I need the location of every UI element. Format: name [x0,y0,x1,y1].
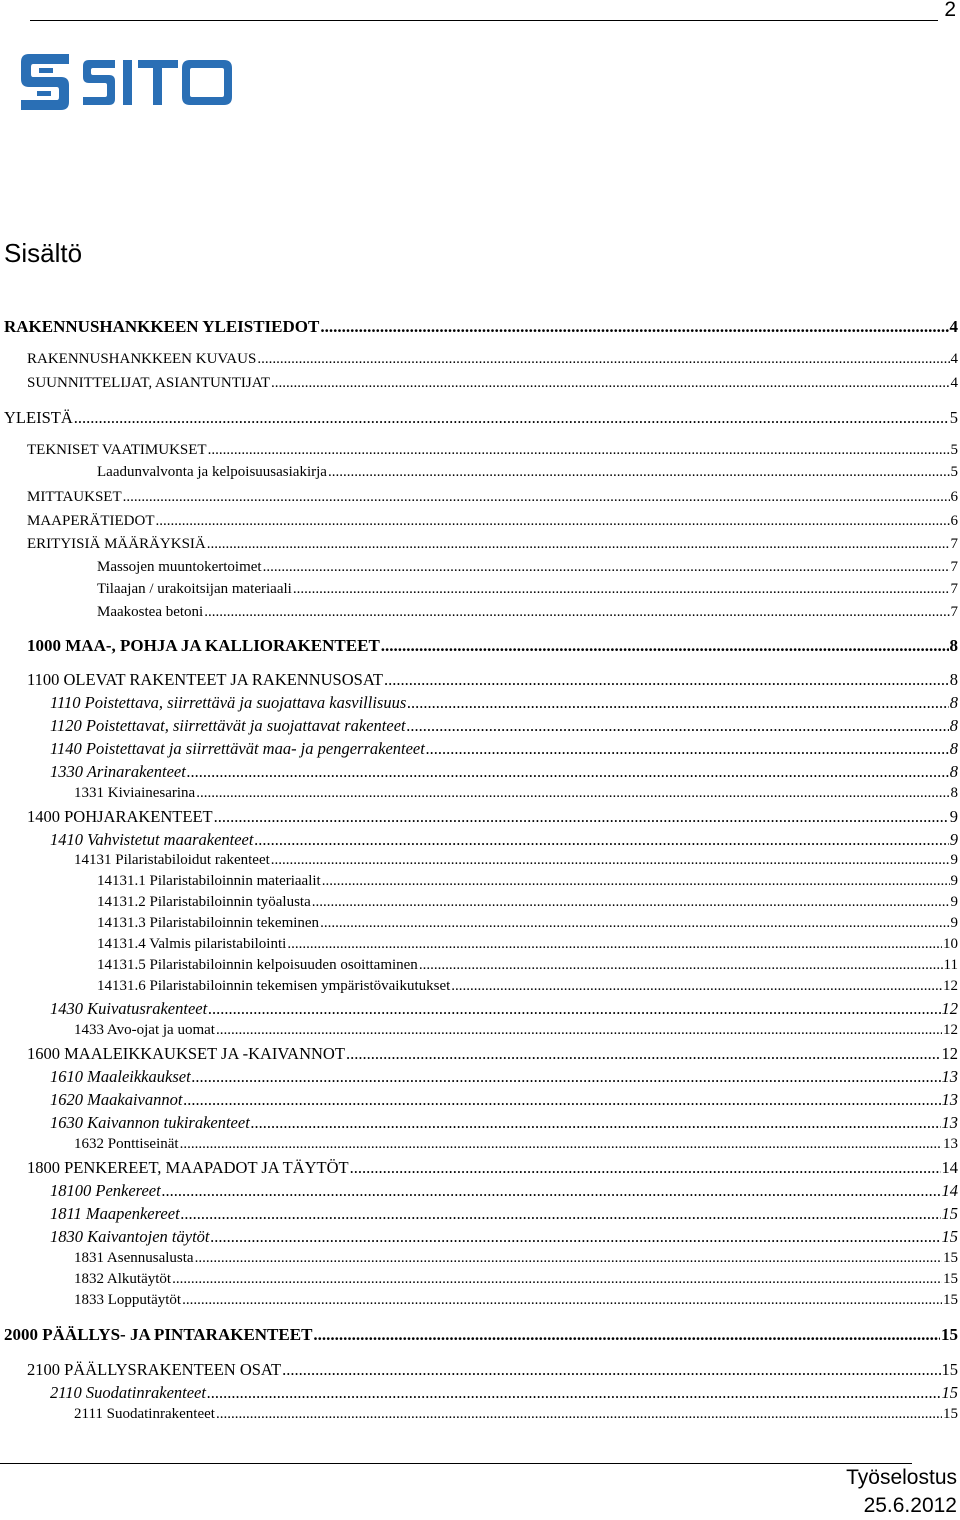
footer-date: 25.6.2012 [863,1494,957,1517]
dot-leader [181,1204,941,1224]
dot-leader [271,852,950,869]
toc-entry-page: 15 [941,1204,958,1223]
toc-entry-page: 14 [941,1158,958,1177]
dot-leader [74,408,949,428]
toc-entry-page: 9 [950,915,958,931]
toc-entry-page: 13 [943,1136,958,1152]
dot-leader [216,1022,942,1039]
dot-leader [451,978,942,995]
toc-entry[interactable] [0,1271,958,1288]
toc-entry[interactable] [0,1090,958,1110]
toc-entry[interactable] [0,351,958,368]
toc-entry-page: 12 [943,1022,958,1038]
toc-entry-page: 4 [949,317,958,336]
toc-entry-label: 14131.5 Pilaristabiloinnin kelpoisuuden osoittaminen [97,957,418,973]
toc-entry-label: 14131.4 Valmis pilaristabilointi [97,936,287,952]
toc-entry[interactable] [0,604,958,621]
toc-entry[interactable] [0,936,958,953]
toc-entry-label: 1831 Asennusalusta [74,1250,194,1266]
toc-entry[interactable] [0,1136,958,1153]
toc-entry-page: 15 [943,1406,958,1422]
toc-entry[interactable] [0,739,958,759]
dot-leader [271,375,949,392]
dot-leader [156,513,950,530]
dot-leader [207,1383,941,1403]
dot-leader [192,1067,941,1087]
toc-entry-label: 2100 PÄÄLLYSRAKENTEEN OSAT [27,1360,282,1379]
toc-entry-label: 1430 Kuivatusrakenteet [50,999,208,1018]
dot-leader [257,351,949,368]
dot-leader [196,785,949,802]
toc-entry-label: 18100 Penkereet [50,1181,161,1200]
dot-leader [320,915,949,932]
toc-entry-page: 4 [950,351,958,367]
dot-leader [162,1181,941,1201]
toc-entry-label: MITTAUKSET [27,489,122,505]
dot-leader [251,1113,941,1133]
toc-entry-label: 1632 Ponttiseinät [74,1136,179,1152]
toc-entry[interactable] [0,999,958,1019]
toc-entry-label: 1140 Poistettavat ja siirrettävät maa- ja pengerrakenteet [50,739,425,758]
toc-entry-label: 14131.1 Pilaristabiloinnin materiaalit [97,873,321,889]
toc-entry[interactable] [0,894,958,911]
dot-leader [350,1158,941,1178]
toc-entry[interactable] [0,1022,958,1039]
toc-entry-page: 7 [950,536,958,552]
toc-entry-label: 1100 OLEVAT RAKENTEET JA RAKENNUSOSAT [27,670,383,689]
toc-entry-page: 9 [950,894,958,910]
toc-entry-page: 15 [941,1325,958,1344]
toc-entry-page: 5 [950,464,958,480]
dot-leader [214,807,949,827]
toc-entry-page: 4 [950,375,958,391]
toc-entry-label: 14131.6 Pilaristabiloinnin tekemisen ympäristövaikutukset [97,978,451,994]
dot-leader [183,1090,940,1110]
toc-title: Sisältö [4,238,83,268]
toc-entry-label: 1830 Kaivantojen täytöt [50,1227,210,1246]
toc-entry-label: 1110 Poistettava, siirrettävä ja suojattava kasvillisuus [50,693,407,712]
toc-entry[interactable] [0,1181,958,1201]
dot-leader [182,1292,942,1309]
toc-entry[interactable] [0,1113,958,1133]
dot-leader [210,1227,940,1247]
header-rule [30,20,938,21]
dot-leader [313,1325,940,1345]
toc-entry[interactable] [0,317,958,337]
dot-leader [282,1360,940,1380]
toc-entry-label: 2110 Suodatinrakenteet [50,1383,206,1402]
toc-entry[interactable] [0,536,958,553]
toc-entry-page: 13 [941,1067,958,1086]
toc-entry-label: 14131.2 Pilaristabiloinnin työalusta [97,894,311,910]
toc-entry-label: 1120 Poistettavat, siirrettävät ja suojattavat rakenteet [50,716,406,735]
footer-title: Työselostus [846,1466,957,1489]
toc-entry-label: 1433 Avo-ojat ja uomat [74,1022,215,1038]
toc-entry-page: 7 [950,604,958,620]
toc-entry-label: Tilaajan / urakoitsijan materiaali [97,581,292,597]
dot-leader [381,636,949,656]
dot-leader [254,830,948,850]
toc-entry-label: RAKENNUSHANKKEEN KUVAUS [27,351,257,367]
toc-entry[interactable] [0,464,958,481]
dot-leader [208,442,950,459]
toc-entry[interactable] [0,513,958,530]
toc-entry-page: 13 [941,1090,958,1109]
toc-entry-page: 9 [949,807,958,826]
toc-entry[interactable] [0,852,958,869]
toc-entry-page: 8 [949,739,958,758]
dot-leader [204,604,949,621]
toc-entry[interactable] [0,1406,958,1423]
dot-leader [287,936,942,953]
toc-entry[interactable] [0,1204,958,1224]
toc-entry[interactable] [0,375,958,392]
toc-entry-label: SUUNNITTELIJAT, ASIANTUNTIJAT [27,375,271,391]
toc-entry-page: 15 [943,1250,958,1266]
dot-leader [123,489,950,506]
dot-leader [187,762,949,782]
toc-entry-label: 1600 MAALEIKKAUKSET JA -KAIVANNOT [27,1044,345,1063]
toc-entry-page: 8 [949,670,958,689]
toc-entry[interactable] [0,1227,958,1247]
toc-entry[interactable] [0,957,958,974]
toc-entry[interactable] [0,636,958,656]
toc-entry-label: 14131.3 Pilaristabiloinnin tekeminen [97,915,320,931]
dot-leader [172,1271,942,1288]
toc-entry[interactable] [0,1158,958,1178]
toc-entry-label: 1832 Alkutäytöt [74,1271,172,1287]
footer-rule [0,1463,912,1464]
toc-entry-label: 1000 MAA-, POHJA JA KALLIORAKENTEET [27,636,380,655]
toc-entry-label: 1833 Lopputäytöt [74,1292,182,1308]
dot-leader [216,1406,942,1423]
toc-entry-page: 12 [941,999,958,1018]
dot-leader [407,716,949,736]
dot-leader [384,670,949,690]
toc-entry[interactable] [0,716,958,736]
dot-leader [322,873,950,890]
toc-entry-label: 1330 Arinarakenteet [50,762,186,781]
toc-entry[interactable] [0,693,958,713]
toc-entry-label: 1400 POHJARAKENTEET [27,807,213,826]
toc-entry[interactable] [0,559,958,576]
toc-entry-label: YLEISTÄ [4,408,73,427]
toc-entry-page: 9 [950,852,958,868]
toc-entry-page: 15 [943,1292,958,1308]
toc-entry[interactable] [0,1383,958,1403]
toc-entry-label: 1410 Vahvistetut maarakenteet [50,830,254,849]
toc-entry-page: 8 [950,785,958,801]
toc-entry-label: 1620 Maakaivannot [50,1090,183,1109]
toc-entry[interactable] [0,873,958,890]
toc-entry-page: 8 [949,762,958,781]
toc-entry-page: 15 [941,1227,958,1246]
toc-entry[interactable] [0,489,958,506]
toc-entry[interactable] [0,1250,958,1267]
sito-logo-graphic [17,52,257,114]
toc-entry-page: 8 [949,716,958,735]
toc-entry[interactable] [0,408,958,428]
toc-entry-label: 2111 Suodatinrakenteet [74,1406,215,1422]
toc-entry-label: 1331 Kiviainesarina [74,785,196,801]
toc-entry-label: RAKENNUSHANKKEEN YLEISTIEDOT [4,317,320,336]
toc-entry-label: TEKNISET VAATIMUKSET [27,442,207,458]
dot-leader [419,957,943,974]
toc-entry-page: 15 [941,1360,958,1379]
toc-entry-page: 13 [941,1113,958,1132]
toc-entry-page: 6 [950,489,958,505]
dot-leader [180,1136,942,1153]
toc-entry-label: 1811 Maapenkereet [50,1204,180,1223]
dot-leader [407,693,949,713]
sito-logo [17,52,257,114]
toc-entry-page: 7 [950,581,958,597]
dot-leader [320,317,948,337]
toc-entry[interactable] [0,1360,958,1380]
dot-leader [195,1250,942,1267]
toc-entry[interactable] [0,762,958,782]
toc-entry[interactable] [0,978,958,995]
toc-entry-label: 1800 PENKEREET, MAAPADOT JA TÄYTÖT [27,1158,349,1177]
toc-entry[interactable] [0,830,958,850]
dot-leader [207,536,950,553]
toc-entry-label: 1610 Maaleikkaukset [50,1067,191,1086]
toc-entry-page: 11 [943,957,958,973]
dot-leader [426,739,949,759]
toc-entry-page: 8 [949,636,958,655]
toc-entry[interactable] [0,1044,958,1064]
toc-entry-page: 14 [941,1181,958,1200]
toc-entry[interactable] [0,915,958,932]
dot-leader [328,464,950,481]
toc-entry-label: Massojen muuntokertoimet [97,559,262,575]
toc-entry-page: 6 [950,513,958,529]
toc-entry[interactable] [0,785,958,802]
toc-entry-page: 5 [949,408,958,427]
toc-entry-label: Laadunvalvonta ja kelpoisuusasiakirja [97,464,327,480]
toc-entry-page: 10 [943,936,958,952]
toc-entry-label: MAAPERÄTIEDOT [27,513,155,529]
toc-entry-page: 5 [950,442,958,458]
toc-entry-page: 15 [941,1383,958,1402]
dot-leader [312,894,950,911]
dot-leader [293,581,950,598]
toc-entry-page: 9 [950,873,958,889]
toc-entry-page: 9 [949,830,958,849]
toc-entry-page: 12 [941,1044,958,1063]
toc-entry-page: 7 [950,559,958,575]
toc-entry[interactable] [0,1325,958,1345]
dot-leader [208,999,940,1019]
toc-entry[interactable] [0,442,958,459]
toc-entry-page: 12 [943,978,958,994]
toc-entry[interactable] [0,807,958,827]
toc-entry-label: 14131 Pilaristabiloidut rakenteet [74,852,270,868]
toc-entry-page: 8 [949,693,958,712]
toc-entry-page: 15 [943,1271,958,1287]
toc-entry-label: 1630 Kaivannon tukirakenteet [50,1113,250,1132]
dot-leader [346,1044,941,1064]
page-number: 2 [944,0,956,21]
toc-entry[interactable] [0,1292,958,1309]
toc-entry[interactable] [0,670,958,690]
toc-entry-label: ERITYISIÄ MÄÄRÄYKSIÄ [27,536,206,552]
toc-entry[interactable] [0,1067,958,1087]
dot-leader [263,559,950,576]
toc-entry-label: Maakostea betoni [97,604,204,620]
toc-entry[interactable] [0,581,958,598]
toc-entry-label: 2000 PÄÄLLYS- JA PINTARAKENTEET [4,1325,313,1344]
